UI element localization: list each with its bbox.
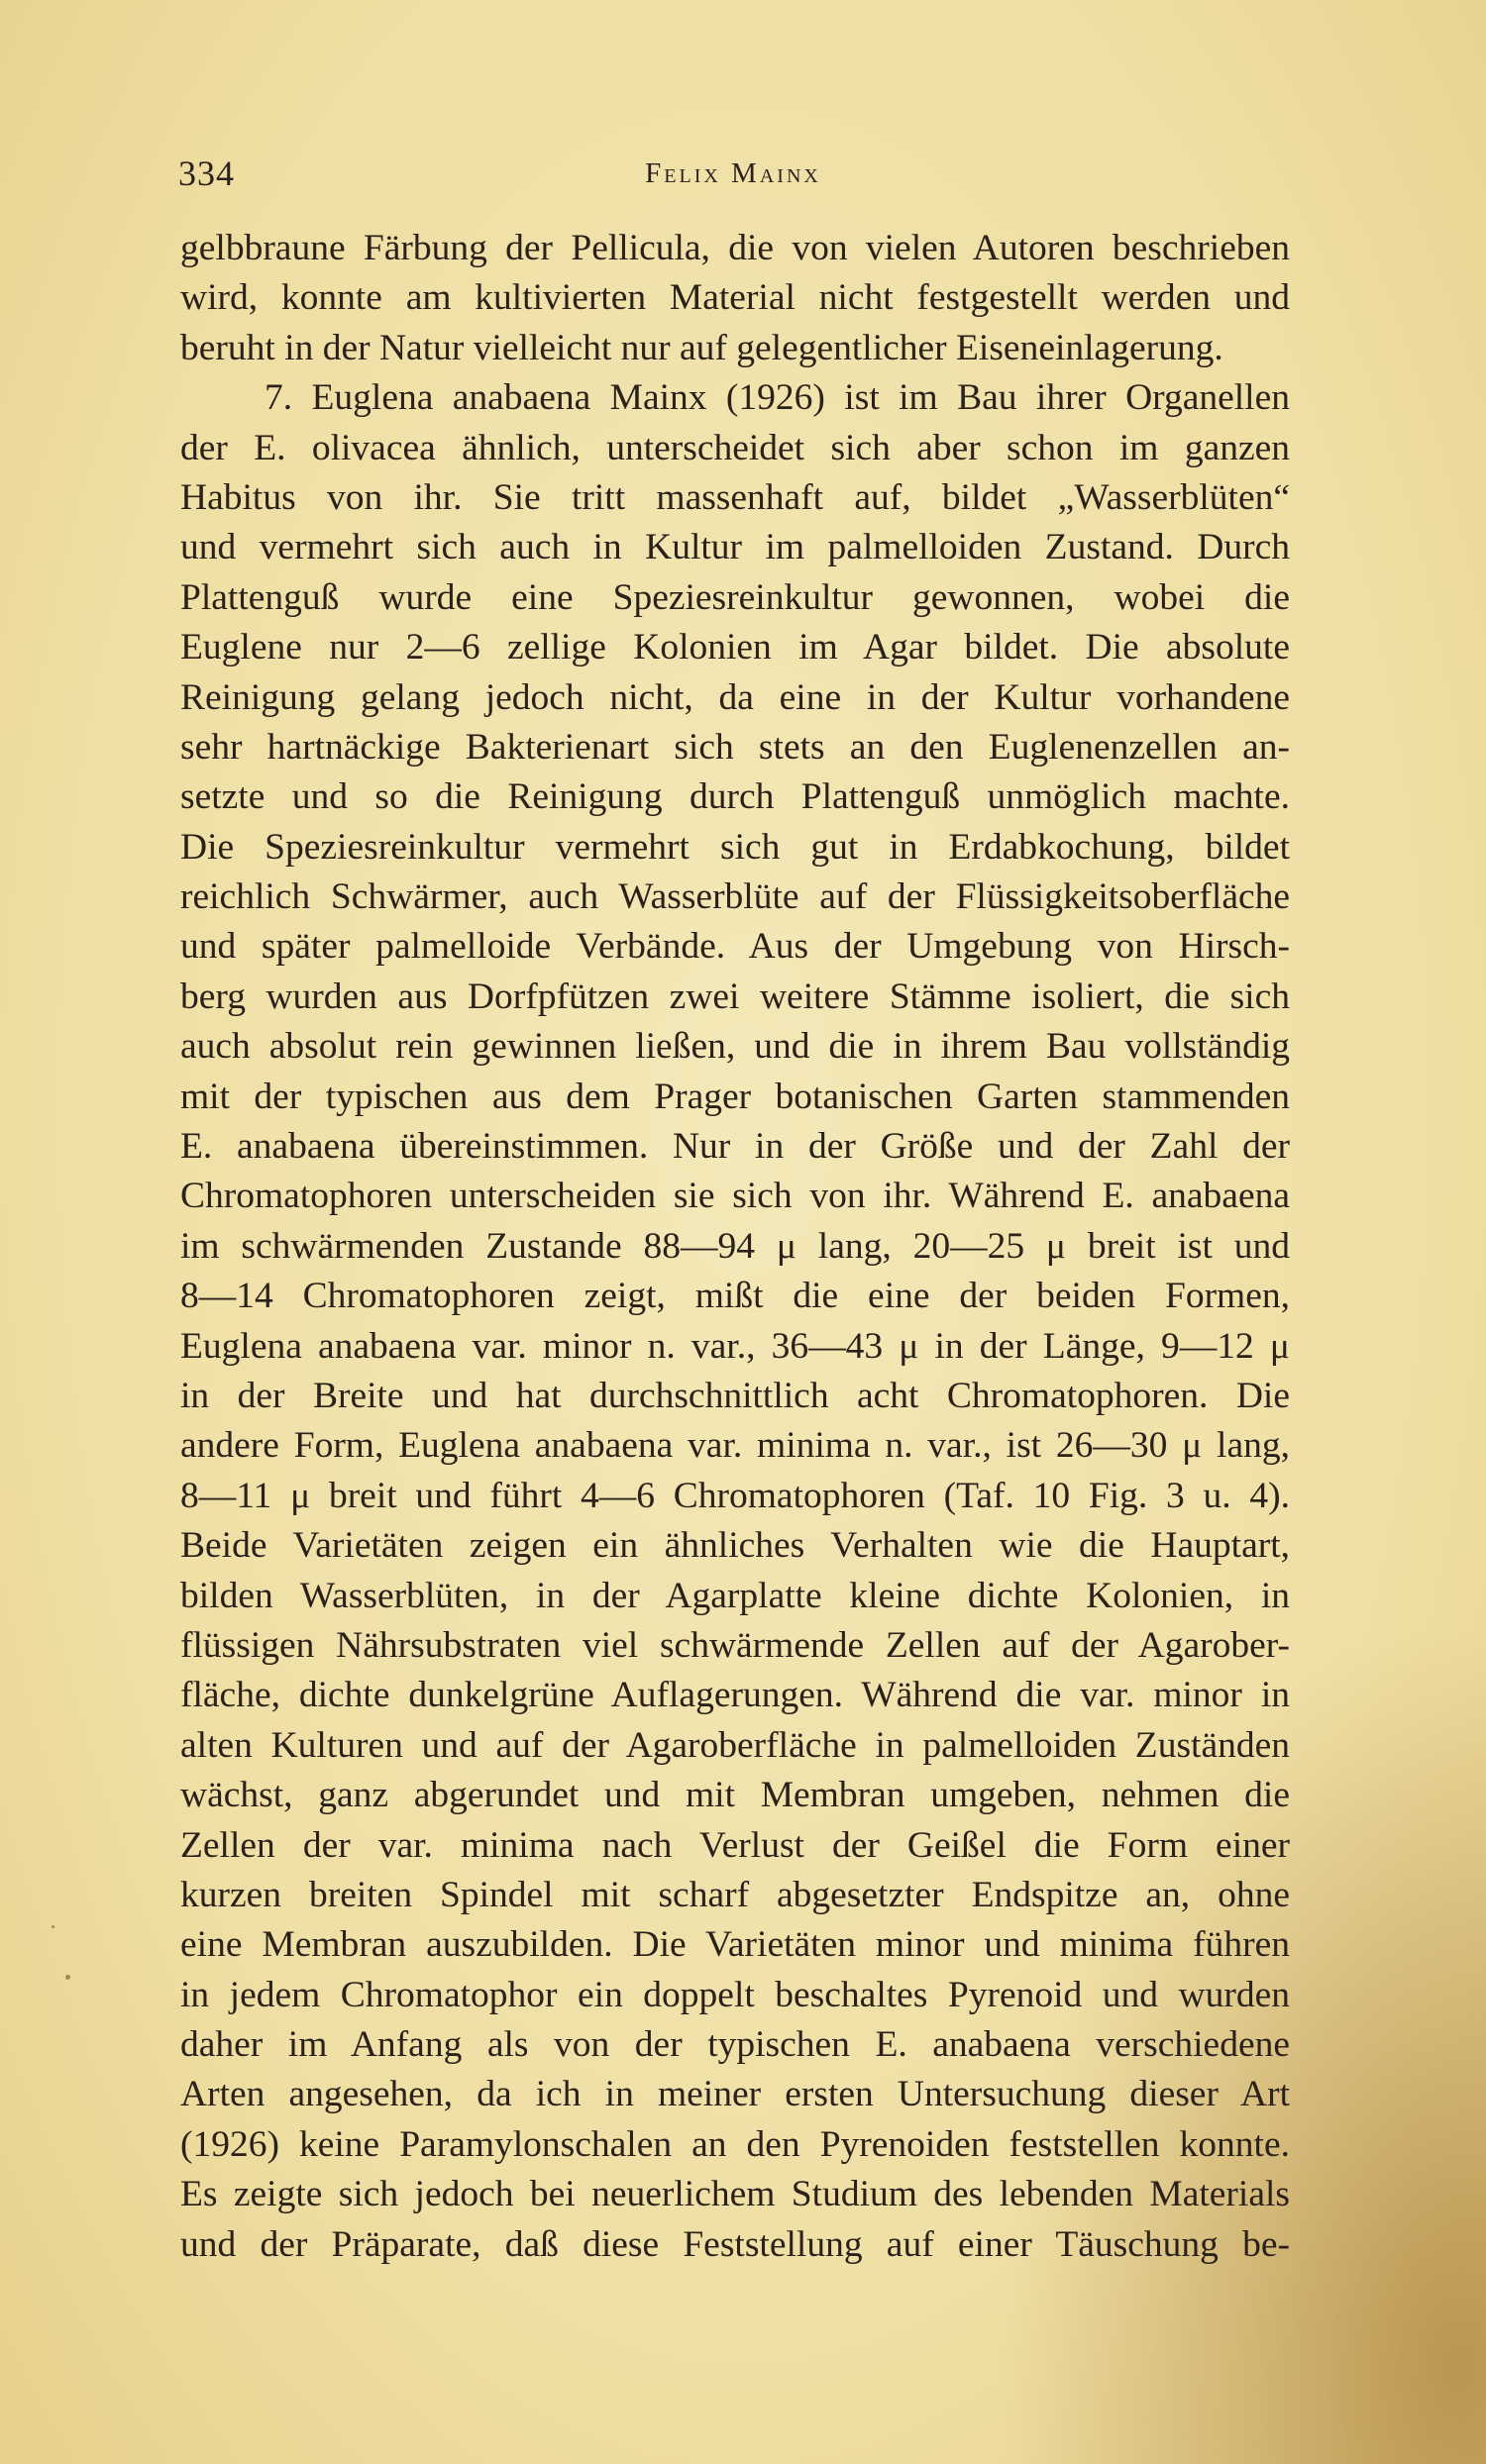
text-line: auch absolut rein gewinnen ließen, und die in ihrem Bau vollständig <box>180 1026 1290 1068</box>
text-line: sehr hartnäckige Bakterienart sich stets an den Euglenenzellen an- <box>180 726 1290 768</box>
text-line: gelbbraune Färbung der Pellicula, die von vielen Autoren beschrieben <box>180 228 1290 268</box>
text-line: E. anabaena übereinstimmen. Nur in der Größe und der Zahl der <box>180 1126 1290 1168</box>
text-line: Plattenguß wurde eine Speziesreinkultur gewonnen, wobei die <box>180 576 1290 618</box>
text-line: wird, konnte am kultivierten Material nicht festgestellt werden und <box>180 277 1290 319</box>
text-line: Euglena anabaena var. minor n. var., 36—43 μ in der Länge, 9—12 μ <box>180 1325 1290 1367</box>
text-line: flüssigen Nährsubstraten viel schwärmende Zellen auf der Agarober- <box>180 1624 1290 1666</box>
paper-speck <box>52 1925 54 1928</box>
text-line: Habitus von ihr. Sie tritt massenhaft auf, bildet „Wasserblüten“ <box>180 476 1290 518</box>
text-line: alten Kulturen und auf der Agaroberfläche in palmelloiden Zuständen <box>180 1724 1290 1766</box>
text-line: daher im Anfang als von der typischen E. anabaena verschiedene <box>180 2024 1290 2066</box>
text-line: reichlich Schwärmer, auch Wasserblüte auf der Flüssigkeitsoberfläche <box>180 876 1290 918</box>
text-line: Es zeigte sich jedoch bei neuerlichem Studium des lebenden Materials <box>180 2174 1290 2215</box>
text-line: Die Speziesreinkultur vermehrt sich gut in Erdabkochung, bildet <box>180 826 1290 868</box>
text-line: (1926) keine Paramylonschalen an den Pyrenoiden feststellen konnte. <box>180 2123 1290 2165</box>
text-line: 8—14 Chromatophoren zeigt, mißt die eine der beiden Formen, <box>180 1276 1290 1317</box>
text-line: bilden Wasserblüten, in der Agarplatte kleine dichte Kolonien, in <box>180 1575 1290 1616</box>
text-line: und der Präparate, daß diese Feststellung auf einer Täuschung be- <box>180 2223 1290 2265</box>
text-line: Chromatophoren unterscheiden sie sich von ihr. Während E. anabaena <box>180 1176 1290 1217</box>
page-header <box>178 149 1288 198</box>
text-line: Zellen der var. minima nach Verlust der Geißel die Form einer <box>180 1824 1290 1866</box>
text-line: setzte und so die Reinigung durch Plattenguß unmöglich machte. <box>180 776 1290 818</box>
text-line: in jedem Chromatophor ein doppelt beschaltes Pyrenoid und wurden <box>180 1974 1290 2015</box>
text-line: Beide Varietäten zeigen ein ähnliches Verhalten wie die Hauptart, <box>180 1525 1290 1567</box>
text-line: 7. Euglena anabaena Mainx (1926) ist im Bau ihrer Organellen <box>265 377 1290 419</box>
text-line: Reinigung gelang jedoch nicht, da eine in der Kultur vorhandene <box>180 676 1290 718</box>
text-line: mit der typischen aus dem Prager botanischen Garten stammenden <box>180 1076 1290 1117</box>
text-line: andere Form, Euglena anabaena var. minima n. var., ist 26—30 μ lang, <box>180 1425 1290 1467</box>
running-head: Felix Mainx <box>645 157 821 189</box>
text-line: im schwärmenden Zustande 88—94 μ lang, 20—25 μ breit ist und <box>180 1225 1290 1267</box>
text-line: 8—11 μ breit und führt 4—6 Chromatophoren (Taf. 10 Fig. 3 u. 4). <box>180 1475 1290 1516</box>
text-line: in der Breite und hat durchschnittlich acht Chromatophoren. Die <box>180 1375 1290 1416</box>
text-line: und später palmelloide Verbände. Aus der Umgebung von Hirsch- <box>180 926 1290 968</box>
text-line: Arten angesehen, da ich in meiner ersten Untersuchung dieser Art <box>180 2074 1290 2115</box>
text-line: eine Membran auszubilden. Die Varietäten minor und minima führen <box>180 1924 1290 1966</box>
page-number: 334 <box>178 154 235 193</box>
text-line: beruht in der Natur vielleicht nur auf gelegentlicher Eiseneinlagerung. <box>180 327 1223 368</box>
paper-speck <box>65 1975 70 1980</box>
text-line: kurzen breiten Spindel mit scharf abgesetzter Endspitze an, ohne <box>180 1874 1290 1915</box>
text-line: berg wurden aus Dorfpfützen zwei weitere Stämme isoliert, die sich <box>180 975 1290 1017</box>
text-line: und vermehrt sich auch in Kultur im palmelloiden Zustand. Durch <box>180 527 1290 568</box>
text-line: Euglene nur 2—6 zellige Kolonien im Agar bildet. Die absolute <box>180 627 1290 668</box>
text-line: fläche, dichte dunkelgrüne Auflagerungen. Während die var. minor in <box>180 1675 1290 1716</box>
text-line: der E. olivacea ähnlich, unterscheidet sich aber schon im ganzen <box>180 427 1290 468</box>
text-line: wächst, ganz abgerundet und mit Membran umgeben, nehmen die <box>180 1775 1290 1816</box>
body-text <box>180 224 1290 2270</box>
